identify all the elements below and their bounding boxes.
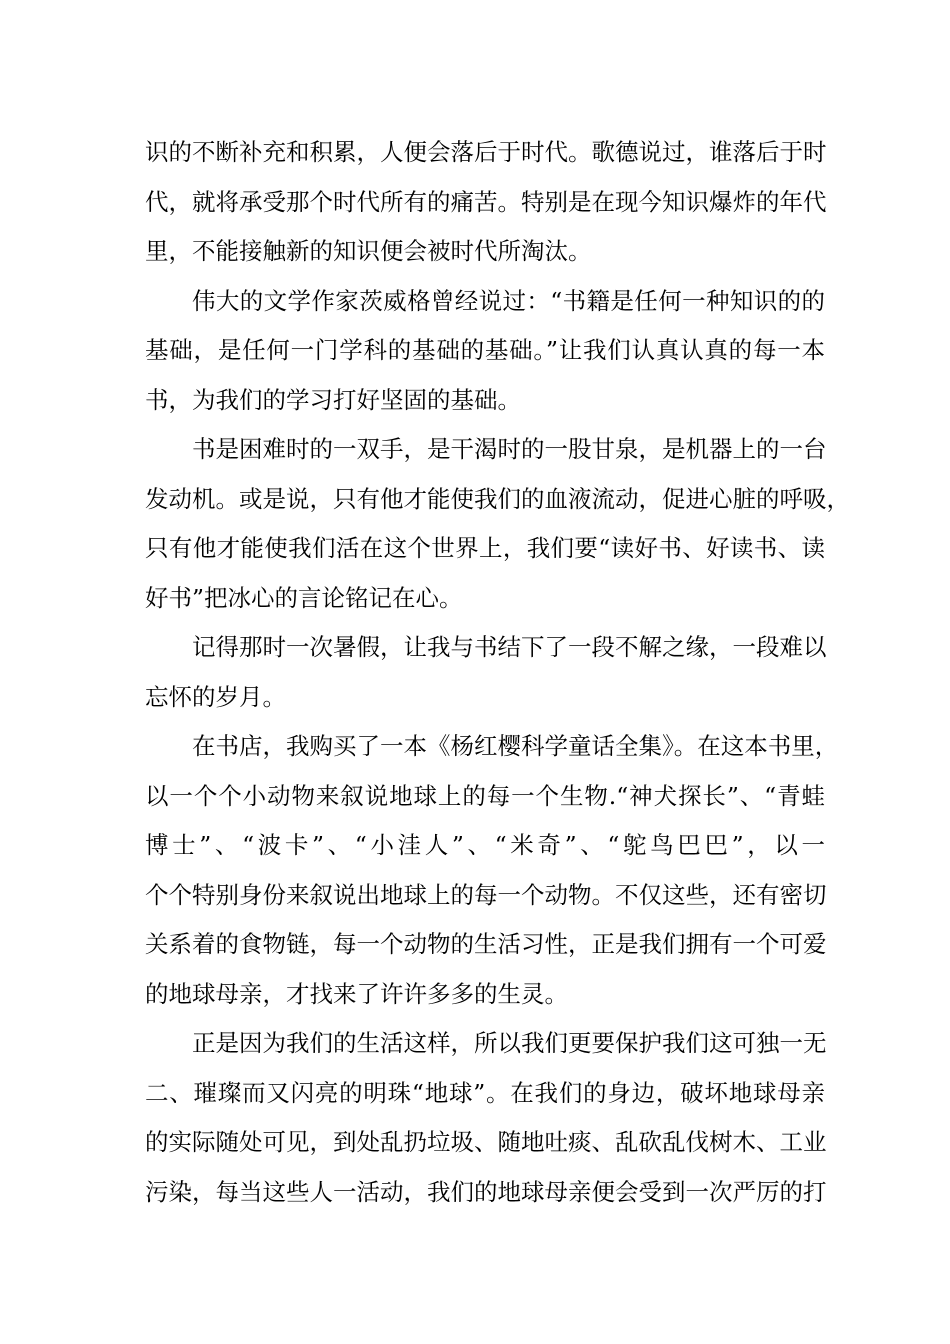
text-line: 关系着的食物链，每一个动物的生活习性，正是我们拥有一个可爱 [145,930,827,958]
text-line: 里，不能接触新的知识便会被时代所淘汰。 [145,237,592,265]
text-line: 个个特别身份来叙说出地球上的每一个动物。不仅这些，还有密切 [145,880,827,909]
text-line: 发动机。或是说，只有他才能使我们的血液流动，促进心脏的呼吸， [145,484,850,513]
text-line: 只有他才能使我们活在这个世界上，我们要“读好书、好读书、读 [145,534,825,562]
text-line: 在书店，我购买了一本《杨红樱科学童话全集》。在这本书里， [192,732,839,760]
text-line: 污染，每当这些人一活动，我们的地球母亲便会受到一次严厉的打 [145,1177,827,1206]
text-line: 好书”把冰心的言论铭记在心。 [145,583,463,612]
text-line: 的地球母亲，才找来了许许多多的生灵。 [145,979,568,1008]
text-line: 基础，是任何一门学科的基础的基础。”让我们认真认真的每一本 [145,336,825,364]
text-line: 书，为我们的学习打好坚固的基础。 [145,385,521,414]
text-line: 二、璀璨而又闪亮的明珠“地球”。在我们的身边，破坏地球母亲 [145,1078,825,1107]
text-line: 识的不断补充和积累，人便会落后于时代。歌德说过，谁落后于时 [145,138,827,166]
text-line: 伟大的文学作家茨威格曾经说过：“书籍是任何一种知识的的 [192,286,825,315]
text-line: 正是因为我们的生活这样，所以我们更要保护我们这可独一无 [192,1029,827,1057]
text-line: 博士”、“波卡”、“小洼人”、“米奇”、“鸵鸟巴巴”，以一 [145,831,825,859]
text-line: 记得那时一次暑假，让我与书结下了一段不解之缘，一段难以 [192,633,827,661]
text-line: 书是困难时的一双手，是干渴时的一股甘泉，是机器上的一台 [192,435,827,463]
text-line: 忘怀的岁月。 [145,682,286,711]
text-line: 的实际随处可见，到处乱扔垃圾、随地吐痰、乱砍乱伐树木、工业 [145,1128,827,1156]
text-line: 以一个个小动物来叙说地球上的每一个生物.“神犬探长”、“青蛙 [145,781,825,810]
body-text [145,128,850,1217]
text-line: 代，就将承受那个时代所有的痛苦。特别是在现今知识爆炸的年代 [145,187,827,216]
